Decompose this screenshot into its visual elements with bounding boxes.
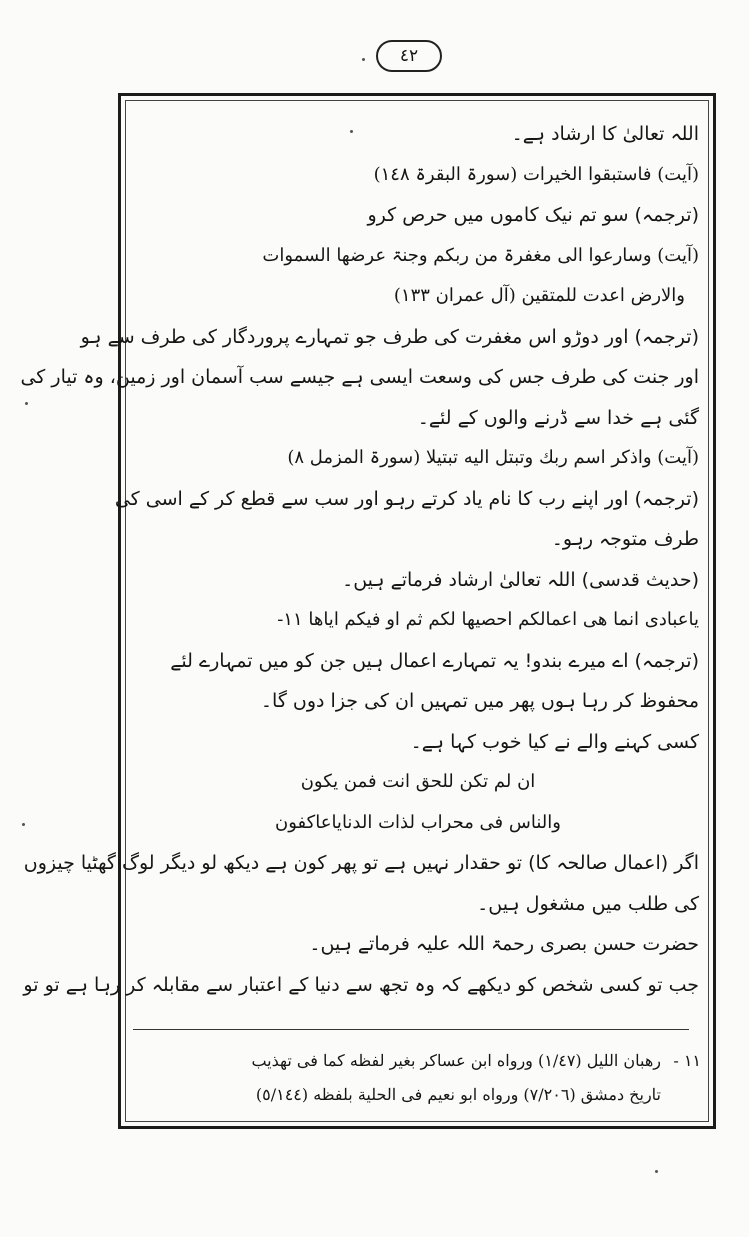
translation-line: طرف متوجہ رہو۔ [551,528,699,550]
text-line: اللہ تعالیٰ کا ارشاد ہے۔ [511,123,699,145]
text-line: جب تو کسی شخص کو دیکھے کہ وہ تجھ سے دنیا کے اعتبار سے مقابلہ کر رہا ہے تو تو [23,973,699,996]
verse-line: (آیت) فاستبقوا الخیرات (سورۃ البقرۃ ١٤٨) [373,163,699,185]
translation-line: اور جنت کی طرف جس کی وسعت ایسی ہے جیسے سب آسمان اور زمین، وہ تیار کی [20,366,699,388]
page-frame [20,93,716,1129]
translation-line: (ترجمہ) اے میرے بندو! یہ تمہارے اعمال ہیں جن کو میں تمہارے لئے [170,649,699,672]
footnote-marker: ١١ - [673,1051,701,1070]
text-line: حضرت حسن بصری رحمۃ اللہ علیہ فرماتے ہیں۔ [309,933,699,955]
scan-speck [655,1170,658,1173]
footnote-text: رهبان اللیل (١/٤٧) ورواه ابن عساكر بغیر لفظه كما فی تهذیب [251,1051,661,1070]
footnote-line: تاریخ دمشق (٧/٢٠٦) ورواه ابو نعیم فی الحلیة بلفظه (٥/١٤٤) [255,1085,661,1104]
verse-line: والارض اعدت للمتقین (آل عمران ١٣٣) [393,285,685,306]
scan-speck [362,58,365,61]
verse-line: (آیت) وسارعوا الی مغفرۃ من ربکم وجنۃ عرضها السموات [262,244,699,266]
scan-speck [350,130,353,133]
translation-line: (ترجمہ) سو تم نیک کاموں میں حرص کرو [367,204,699,226]
poetry-verse: والناس فی محراب لذات الدنایاعاکفون [275,811,561,833]
hadith-heading: (حدیث قدسی) اللہ تعالیٰ ارشاد فرماتے ہیں۔ [342,568,699,591]
footnote-divider [133,1029,689,1030]
scan-speck [25,402,28,405]
poetry-verse: ان لم تكن للحق انت فمن يكون [300,771,536,792]
translation-line: (ترجمہ) اور اپنے رب کا نام یاد کرتے رہو اور سب سے قطع کر کے اسی کی [114,487,699,510]
translation-line: محفوظ کر رہا ہوں پھر میں تمہیں ان کی جزا دوں گا۔ [260,690,699,712]
translation-line: (ترجمہ) اور دوڑو اس مغفرت کی طرف جو تمہارے پروردگار کی طرف سے ہو [80,325,699,348]
page-number: ٤٢ [376,40,442,72]
hadith-line: یاعبادی انما هی اعمالكم احصیها لكم ثم او فیكم ایاها ١١- [277,609,699,630]
scan-speck [22,823,25,826]
text-line: کسی کہنے والے نے کیا خوب کہا ہے۔ [410,730,699,753]
translation-line: گئی ہے خدا سے ڈرنے والوں کے لئے۔ [417,406,699,429]
body-text [20,114,699,1005]
verse-line: (آیت) واذکر اسم ربك وتبتل الیه تبتیلا (سورۃ المزمل ٨) [287,447,699,468]
footnotes [137,1044,701,1112]
footnote-line [137,1044,701,1078]
text-line: کی طلب میں مشغول ہیں۔ [477,892,699,915]
text-line: اگر (اعمال صالحہ کا) تو حقدار نہیں ہے تو پھر کون ہے دیکھ لو دیگر لوگ گھٹیا چیزوں [23,852,699,874]
